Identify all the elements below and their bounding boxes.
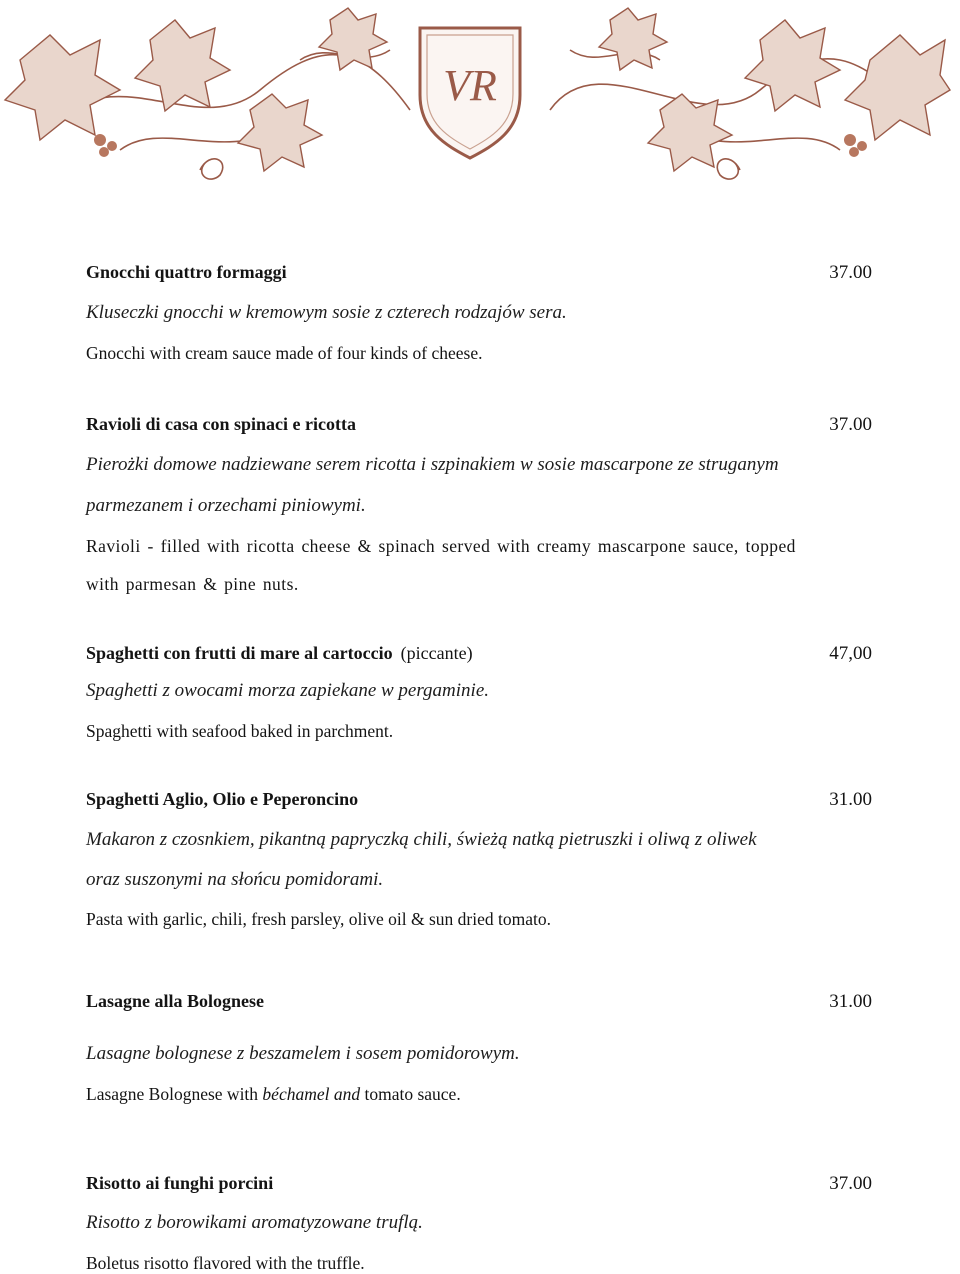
vine-leaves-illustration — [0, 0, 960, 190]
vr-crest-logo — [420, 28, 520, 158]
dish-price: 37.00 — [829, 1173, 872, 1194]
dish-description-polish: Pierożki domowe nadziewane serem ricotta i szpinakiem w sosie mascarpone ze struganym — [86, 454, 779, 475]
logo-monogram: VR — [443, 61, 497, 110]
dish-price: 47,00 — [829, 643, 872, 664]
dish-description-polish: oraz suszonymi na słońcu pomidorami. — [86, 869, 384, 890]
dish-name: Ravioli di casa con spinaci e ricotta — [86, 414, 356, 434]
dish-name: Spaghetti Aglio, Olio e Peperoncino — [86, 789, 359, 809]
dish-name: Lasagne alla Bolognese — [86, 991, 265, 1011]
dish-description-english: Lasagne Bolognese with béchamel and tomato sauce. — [86, 1084, 461, 1104]
dish-description-polish: parmezanem i orzechami piniowymi. — [86, 495, 366, 516]
dish-name: Gnocchi quattro formaggi — [86, 262, 287, 282]
dish-description-english: Gnocchi with cream sauce made of four kinds of cheese. — [86, 343, 483, 363]
dish-description-english: with parmesan & pine nuts. — [86, 574, 299, 594]
dish-description-polish: Risotto z borowikami aromatyzowane truflą. — [86, 1212, 423, 1233]
dish-description-polish: Lasagne bolognese z beszamelem i sosem pomidorowym. — [86, 1043, 520, 1064]
dish-description-english: Boletus risotto flavored with the truffle. — [86, 1253, 365, 1273]
dish-description-english: Pasta with garlic, chili, fresh parsley, olive oil & sun dried tomato. — [86, 909, 551, 929]
dish-price: 31.00 — [829, 991, 872, 1012]
dish-spicy-note: (piccante) — [400, 643, 473, 663]
decorative-vine-header — [0, 0, 960, 190]
dish-title-row — [86, 643, 473, 664]
dish-description-english: Spaghetti with seafood baked in parchment. — [86, 721, 394, 741]
dish-price: 37.00 — [829, 262, 872, 283]
dish-name: Spaghetti con frutti di mare al cartoccio — [86, 643, 393, 663]
dish-price: 31.00 — [829, 789, 872, 810]
dish-description-polish: Spaghetti z owocami morza zapiekane w pergaminie. — [86, 680, 490, 701]
dish-description-english: Ravioli - filled with ricotta cheese & spinach served with creamy mascarpone sauce, topped — [86, 536, 796, 556]
dish-name: Risotto ai funghi porcini — [86, 1173, 274, 1193]
dish-price: 37.00 — [829, 414, 872, 435]
dish-description-polish: Kluseczki gnocchi w kremowym sosie z czterech rodzajów sera. — [86, 302, 567, 323]
dish-description-polish: Makaron z czosnkiem, pikantną papryczką chili, świeżą natką pietruszki i oliwą z oliwek — [86, 829, 757, 850]
